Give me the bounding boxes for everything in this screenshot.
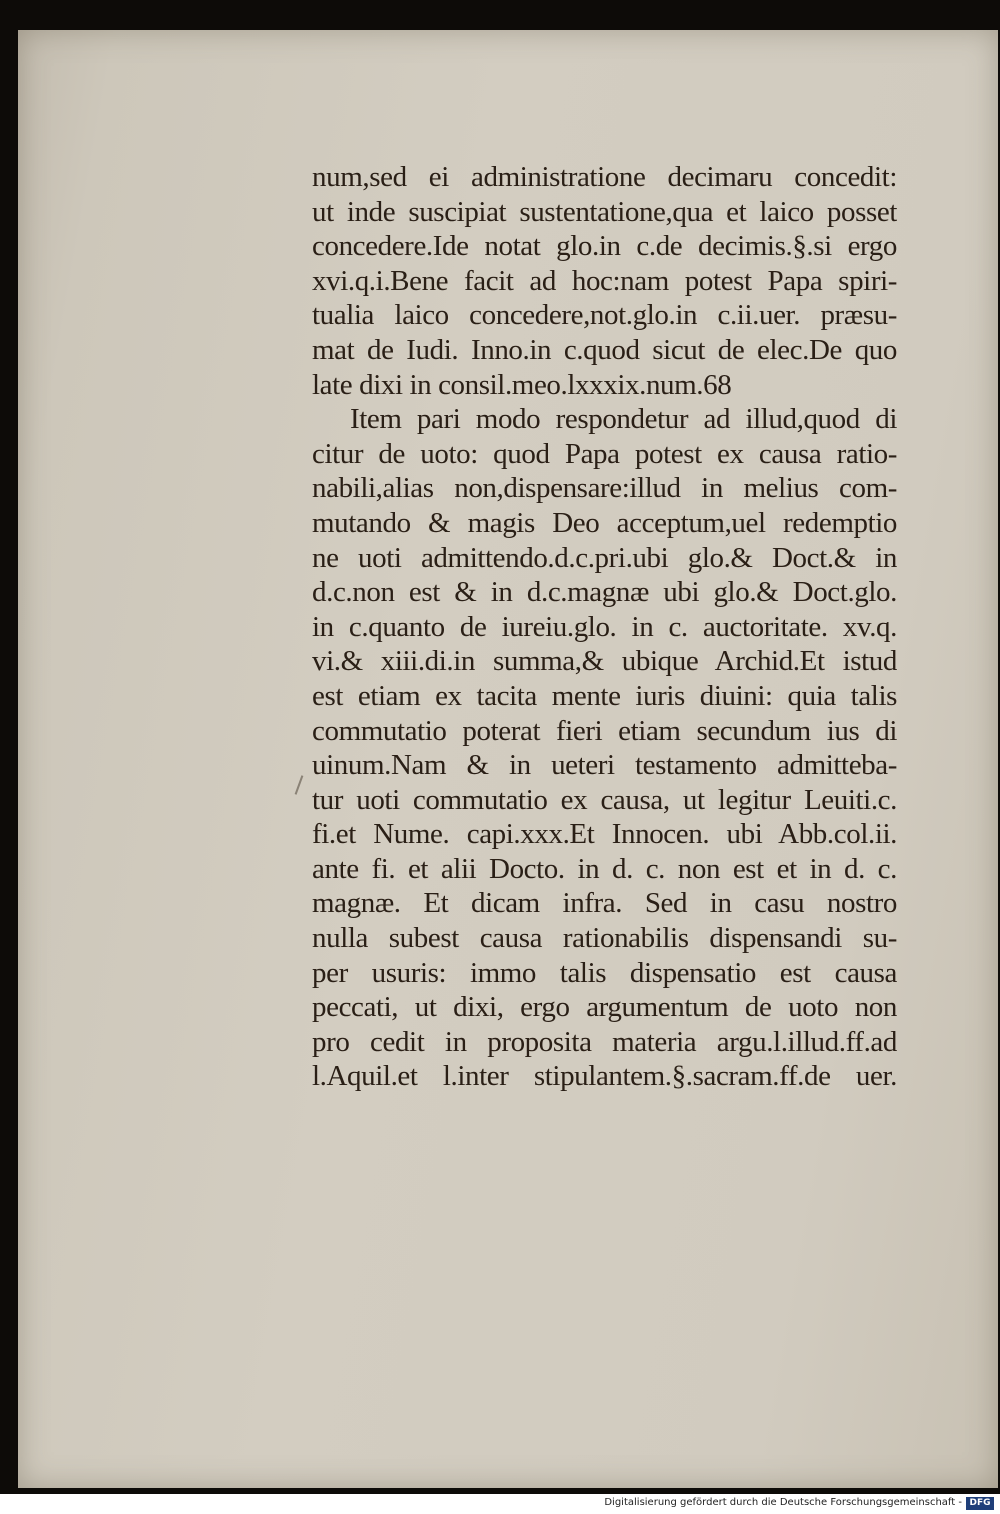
paragraph-start-line: Item pari modo respondetur ad illud,quod di: [350, 403, 897, 436]
text-line: tur uoti commutatio ex causa, ut legitur Leuiti.c.: [312, 783, 897, 816]
text-line: late dixi in consil.meo.lxxxix.num.68: [312, 368, 732, 401]
text-line: uinum.Nam & in ueteri testamento admitteba-: [312, 749, 897, 782]
text-line: ne uoti admittendo.d.c.pri.ubi glo.& Doct.& in: [312, 541, 897, 574]
text-line: num,sed ei administratione decimaru concedit:: [312, 161, 897, 193]
text-line: mat de Iudi. Inno.in c.quod sicut de elec.De quo: [312, 333, 897, 366]
text-line: nabili,alias non,dispensare:illud in melius com-: [312, 472, 897, 505]
text-line: l.Aquil.et l.inter stipulantem.§.sacram.ff.de uer.: [312, 1060, 897, 1093]
text-line: est etiam ex tacita mente iuris diuini: quia talis: [312, 679, 897, 712]
page-text-block: [312, 160, 897, 1094]
text-line: citur de uoto: quod Papa potest ex causa ratio-: [312, 437, 897, 470]
text-line: ut inde suscipiat sustentatione,qua et laico posset: [312, 195, 897, 228]
text-line: concedere.Ide notat glo.in c.de decimis.§.si ergo: [312, 230, 897, 263]
text-line: pro cedit in proposita materia argu.l.illud.ff.ad: [312, 1025, 897, 1058]
digitization-credit: Digitalisierung gefördert durch die Deutsche Forschungsgemeinschaft -: [604, 1497, 962, 1508]
text-line: xvi.q.i.Bene facit ad hoc:nam potest Papa spiri-: [312, 264, 897, 297]
text-line: peccati, ut dixi, ergo argumentum de uoto non: [312, 991, 897, 1024]
footer-bar: [0, 1494, 1000, 1514]
text-line: per usuris: immo talis dispensatio est causa: [312, 956, 897, 989]
text-line: commutatio poterat fieri etiam secundum ius di: [312, 714, 897, 747]
text-line: mutando & magis Deo acceptum,uel redemptio: [312, 506, 897, 539]
text-line: nulla subest causa rationabilis dispensandi su-: [312, 922, 897, 955]
text-line: fi.et Nume. capi.xxx.Et Innocen. ubi Abb.col.ii.: [312, 818, 897, 851]
text-line: ante fi. et alii Docto. in d. c. non est et in d. c.: [312, 852, 897, 885]
dfg-logo: DFG: [966, 1497, 994, 1510]
text-line: magnæ. Et dicam infra. Sed in casu nostro: [312, 887, 897, 920]
text-line: vi.& xiii.di.in summa,& ubique Archid.Et istud: [312, 645, 897, 678]
text-line: in c.quanto de iureiu.glo. in c. auctoritate. xv.q.: [312, 610, 897, 643]
text-line: tualia laico concedere,not.glo.in c.ii.uer. præsu-: [312, 299, 897, 332]
text-line: d.c.non est & in d.c.magnæ ubi glo.& Doct.glo.: [312, 576, 897, 609]
